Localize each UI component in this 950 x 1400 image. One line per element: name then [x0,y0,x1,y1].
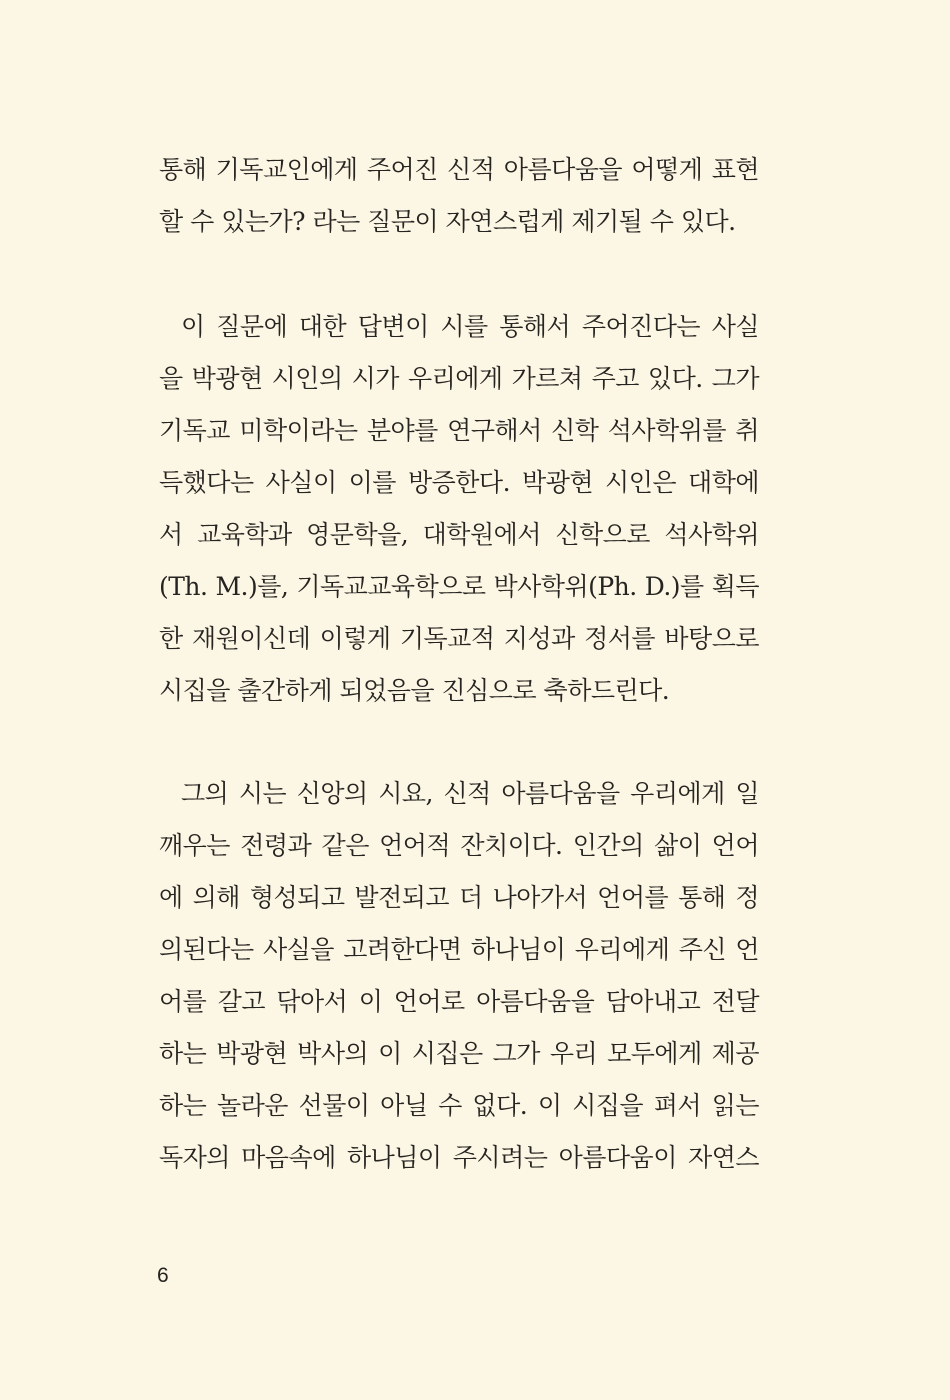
paragraph-2 [159,301,759,717]
paragraph-line: 그의 시는 신앙의 시요, 신적 아름다움을 우리에게 일 [181,779,759,808]
page-number: 6 [157,1264,169,1287]
paragraph-line: 기독교 미학이라는 분야를 연구해서 신학 석사학위를 취 [159,416,759,445]
paragraph-line: 시집을 출간하게 되었음을 진심으로 축하드린다. [159,676,670,705]
paragraph-line: 을 박광현 시인의 시가 우리에게 가르쳐 주고 있다. 그가 [159,364,759,393]
paragraph-line: 어를 갈고 닦아서 이 언어로 아름다움을 담아내고 전달 [159,987,759,1016]
paragraph-line: 하는 박광현 박사의 이 시집은 그가 우리 모두에게 제공 [159,1039,759,1068]
paragraph-1 [159,144,759,248]
paragraph-line: 통해 기독교인에게 주어진 신적 아름다움을 어떻게 표현 [159,155,759,184]
paragraph-line: 의된다는 사실을 고려한다면 하나님이 우리에게 주신 언 [159,935,759,964]
paragraph-line: 에 의해 형성되고 발전되고 더 나아가서 언어를 통해 정 [159,883,759,912]
paragraph-line: 하는 놀라운 선물이 아닐 수 없다. 이 시집을 펴서 읽는 [159,1091,759,1120]
paragraph-3 [159,768,759,1184]
paragraph-line: 한 재원이신데 이렇게 기독교적 지성과 정서를 바탕으로 [159,624,759,653]
paragraph-line: 서 교육학과 영문학을, 대학원에서 신학으로 석사학위 [159,520,759,549]
paragraph-line: 깨우는 전령과 같은 언어적 잔치이다. 인간의 삶이 언어 [159,831,759,860]
paragraph-line: 득했다는 사실이 이를 방증한다. 박광현 시인은 대학에 [159,468,759,497]
paragraph-line: (Th. M.)를, 기독교교육학으로 박사학위(Ph. D.)를 획득 [159,572,759,601]
paragraph-line: 할 수 있는가? 라는 질문이 자연스럽게 제기될 수 있다. [159,207,736,236]
paragraph-line: 이 질문에 대한 답변이 시를 통해서 주어진다는 사실 [181,312,759,341]
paragraph-line: 독자의 마음속에 하나님이 주시려는 아름다움이 자연스 [159,1143,759,1172]
